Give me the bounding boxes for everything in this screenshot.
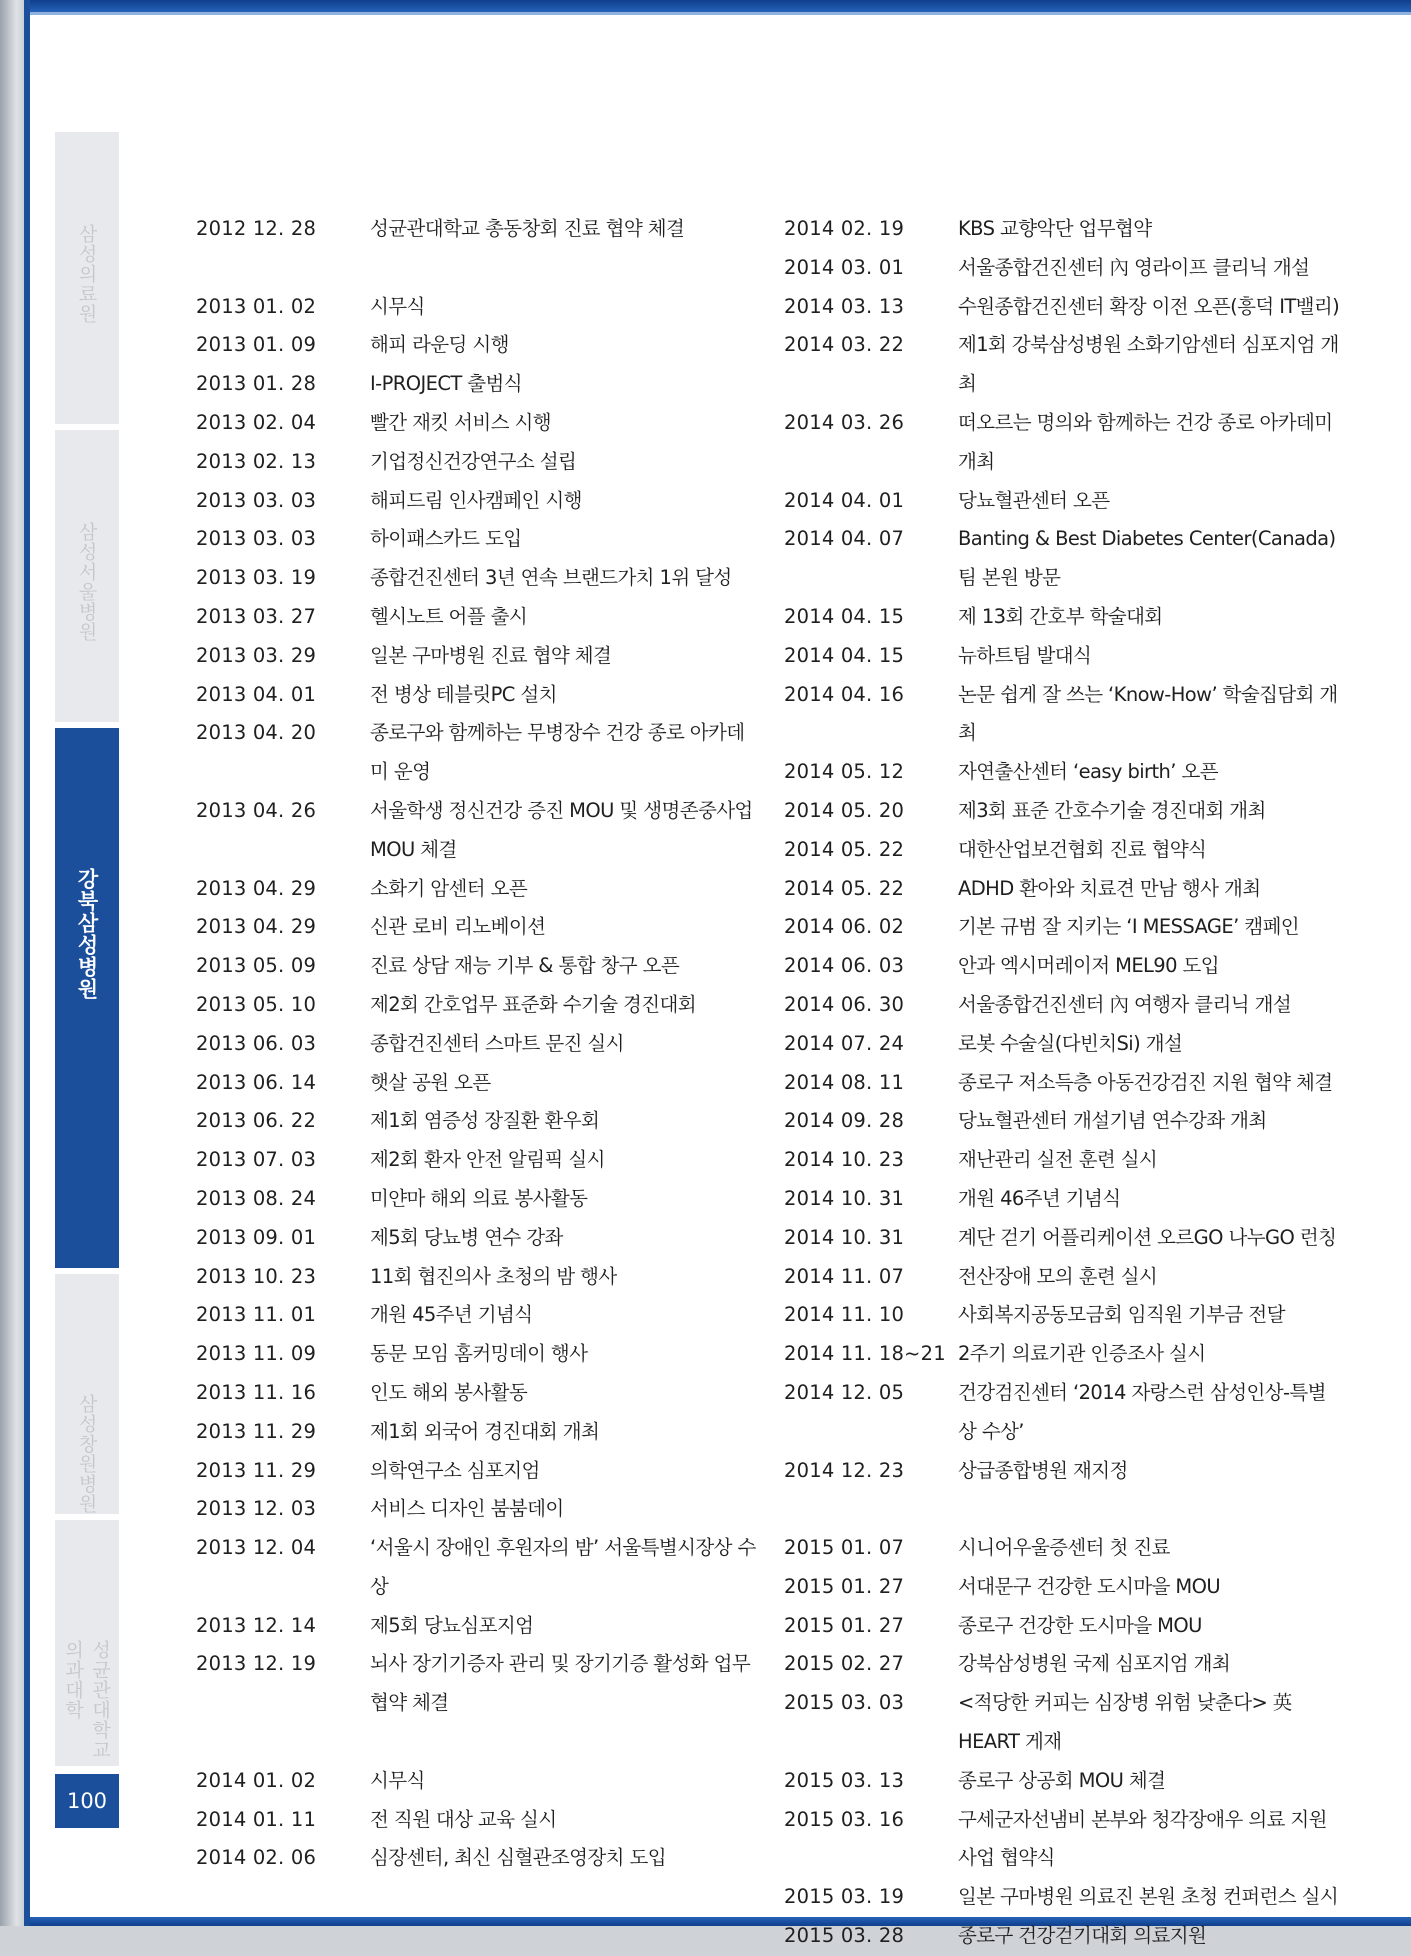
entry-date: 2012 12. 28: [196, 217, 317, 240]
entry-event: 제1회 강북삼성병원 소화기암센터 심포지엄 개최: [958, 333, 1339, 396]
timeline-entry: [196, 1374, 756, 1413]
entry-date: 2014 11. 18~21: [784, 1342, 946, 1366]
entry-date: 2014 07. 24: [784, 1031, 905, 1055]
entry-event: 성균관대학교 총동창회 진료 협약 체결: [370, 217, 685, 240]
timeline-entry: [784, 249, 1344, 288]
entry-date: 2014 10. 31: [784, 1225, 905, 1249]
entry-event: 자연출산센터 ‘easy birth’ 오픈: [958, 760, 1218, 784]
entry-event: 종로구 저소득층 아동건강검진 지원 협약 체결: [958, 1070, 1333, 1094]
timeline-entry: [196, 714, 756, 792]
timeline-entry: [196, 1064, 756, 1103]
timeline-entry: [196, 482, 756, 521]
top-band: [30, 0, 1411, 12]
entry-date: 2014 03. 01: [784, 255, 905, 279]
timeline-entry: [196, 1296, 756, 1335]
entry-event: 빨간 재킷 서비스 시행: [370, 410, 551, 434]
entry-date: 2014 04. 16: [784, 682, 905, 706]
side-tab-label: 삼성서울병원: [75, 522, 98, 642]
entry-event: 로봇 수술실(다빈치Si) 개설: [958, 1031, 1183, 1055]
entry-date: 2014 04. 15: [784, 643, 905, 667]
entry-date: 2014 03. 26: [784, 410, 905, 434]
entry-date: 2013 06. 03: [196, 1031, 317, 1055]
timeline-entry: [196, 598, 756, 637]
entry-event: 종로구와 함께하는 무병장수 건강 종로 아카데미 운영: [370, 721, 745, 784]
entry-event: 종로구 건강걷기대회 의료지원: [958, 1924, 1207, 1948]
side-tab-label: 성균관대학교 의과대학: [62, 1640, 111, 1760]
entry-date: 2013 01. 09: [196, 333, 317, 357]
timeline-entry: [196, 986, 756, 1025]
entry-event: 개원 46주년 기념식: [958, 1186, 1121, 1210]
entry-date: 2014 08. 11: [784, 1070, 905, 1094]
timeline-entry: [784, 1878, 1344, 1917]
entry-date: 2013 04. 26: [196, 798, 317, 822]
timeline-entry: [784, 1335, 1344, 1374]
side-tab-label: 강북삼성병원: [75, 868, 99, 1000]
entry-event: 기업정신건강연구소 설립: [370, 449, 577, 473]
entry-date: 2013 01. 28: [196, 372, 317, 396]
entry-event: 신관 로비 리노베이션: [370, 915, 546, 939]
entry-event: 시니어우울증센터 첫 진료: [958, 1536, 1170, 1560]
entry-date: 2013 11. 29: [196, 1419, 317, 1443]
entry-date: 2013 04. 20: [196, 721, 317, 745]
entry-event: 수원종합건진센터 확장 이전 오픈(흥덕 IT밸리): [958, 294, 1340, 318]
entry-date: 2014 02. 19: [784, 217, 905, 240]
timeline-entry: [196, 792, 756, 870]
entry-date: 2014 09. 28: [784, 1109, 905, 1133]
entry-event: 제1회 외국어 경진대회 개최: [370, 1419, 600, 1443]
entry-event: 제5회 당뇨병 연수 강좌: [370, 1225, 563, 1249]
timeline-entry: [196, 1335, 756, 1374]
entry-event: 제3회 표준 간호수기술 경진대회 개최: [958, 798, 1266, 822]
entry-date: 2014 06. 30: [784, 992, 905, 1016]
entry-date: 2013 10. 23: [196, 1264, 317, 1288]
side-tab-samsung-seoul-hospital[interactable]: [55, 430, 119, 722]
timeline-entry: [196, 1180, 756, 1219]
entry-event: Banting & Best Diabetes Center(Canada)팀 본원 방문: [958, 527, 1336, 590]
timeline-entry: [784, 870, 1344, 909]
entry-date: 2014 12. 23: [784, 1458, 905, 1482]
entry-date: 2015 03. 16: [784, 1807, 905, 1831]
entry-date: 2015 01. 27: [784, 1613, 905, 1637]
timeline-entry: [784, 1296, 1344, 1335]
entry-event: 재난관리 실전 훈련 실시: [958, 1148, 1158, 1172]
timeline-entry: [196, 870, 756, 909]
entry-event: 일본 구마병원 의료진 본원 초청 컨퍼런스 실시: [958, 1885, 1339, 1909]
timeline-left-column: [196, 210, 756, 1878]
entry-event: 제2회 환자 안전 알림픽 실시: [370, 1148, 605, 1172]
page-number: 100: [55, 1774, 119, 1828]
timeline-entry: [784, 1645, 1344, 1684]
timeline-entry: [784, 288, 1344, 327]
timeline-entry: [784, 831, 1344, 870]
timeline-entry: [784, 1684, 1344, 1762]
entry-event: 뉴하트팀 발대식: [958, 643, 1092, 667]
timeline-entry: [196, 520, 756, 559]
timeline-entry: [196, 1452, 756, 1491]
timeline-entry: [196, 1801, 756, 1840]
timeline-entry: [196, 1219, 756, 1258]
timeline-entry: [784, 676, 1344, 754]
side-tab-label: 삼성의료원: [75, 224, 98, 324]
timeline-entry: [784, 1568, 1344, 1607]
timeline-entry: [784, 1258, 1344, 1297]
entry-date: 2013 06. 14: [196, 1070, 317, 1094]
timeline-entry: [784, 947, 1344, 986]
entry-event: <적당한 커피는 심장병 위험 낮춘다> 英 HEART 게재: [958, 1691, 1292, 1754]
entry-event: 사회복지공동모금회 임직원 기부금 전달: [958, 1303, 1285, 1327]
entry-date: 2013 11. 29: [196, 1458, 317, 1482]
entry-date: 2015 01. 07: [784, 1536, 905, 1560]
timeline-entry: [196, 676, 756, 715]
entry-date: 2014 05. 22: [784, 876, 905, 900]
entry-date: 2013 11. 01: [196, 1303, 317, 1327]
timeline-entry: [784, 1219, 1344, 1258]
entry-event: I-PROJECT 출범식: [370, 372, 522, 396]
timeline-entry: [196, 1025, 756, 1064]
entry-date: 2013 06. 22: [196, 1109, 317, 1133]
timeline-entry: [196, 637, 756, 676]
entry-date: 2015 02. 27: [784, 1652, 905, 1676]
timeline-entry: [784, 986, 1344, 1025]
timeline-entry: [784, 210, 1344, 249]
timeline-entry: [784, 1801, 1344, 1879]
timeline-entry: [196, 908, 756, 947]
entry-event: 동문 모임 홈커밍데이 행사: [370, 1342, 588, 1366]
entry-date: 2013 03. 03: [196, 527, 317, 551]
timeline-right-column: [784, 210, 1344, 1956]
side-tab-kangbuk-samsung-hospital[interactable]: [55, 728, 119, 1268]
entry-date: 2014 01. 11: [196, 1807, 317, 1831]
timeline-entry: [196, 1258, 756, 1297]
entry-date: 2013 03. 19: [196, 566, 317, 590]
timeline-entry: [196, 947, 756, 986]
timeline-entry: [196, 288, 756, 327]
entry-event: 미얀마 해외 의료 봉사활동: [370, 1186, 588, 1210]
entry-event: 의학연구소 심포지엄: [370, 1458, 540, 1482]
side-tab-label: 삼성창원병원: [75, 1394, 98, 1514]
entry-event: 제1회 염증성 장질환 환우회: [370, 1109, 600, 1133]
entry-event: 서울종합건진센터 內 영라이프 클리닉 개설: [958, 255, 1310, 279]
entry-event: ‘서울시 장애인 후원자의 밤’ 서울특별시장상 수상: [370, 1536, 756, 1598]
timeline-entry: [196, 404, 756, 443]
entry-date: 2013 03. 27: [196, 604, 317, 628]
timeline-entry: [196, 326, 756, 365]
entry-event: 11회 협진의사 초청의 밤 행사: [370, 1264, 617, 1288]
timeline-spacer: [784, 1490, 1344, 1529]
timeline-entry: [196, 1141, 756, 1180]
entry-date: 2014 02. 06: [196, 1846, 317, 1870]
side-tab-samsung-medical-center[interactable]: [55, 132, 119, 424]
entry-event: 해피 라운딩 시행: [370, 333, 509, 357]
entry-event: 일본 구마병원 진료 협약 체결: [370, 643, 612, 667]
entry-date: 2014 03. 13: [784, 294, 905, 318]
entry-event: 헬시노트 어플 출시: [370, 604, 528, 628]
entry-event: 인도 해외 봉사활동: [370, 1380, 528, 1404]
entry-event: 심장센터, 최신 심혈관조영장치 도입: [370, 1846, 666, 1870]
entry-event: 당뇨혈관센터 개설기념 연수강좌 개최: [958, 1109, 1267, 1133]
entry-date: 2013 05. 10: [196, 992, 317, 1016]
entry-date: 2014 05. 22: [784, 837, 905, 861]
entry-date: 2014 10. 23: [784, 1148, 905, 1172]
entry-event: 제5회 당뇨심포지엄: [370, 1613, 534, 1637]
entry-date: 2014 03. 22: [784, 333, 905, 357]
entry-event: 논문 쉽게 잘 쓰는 ‘Know-How’ 학술집담회 개최: [958, 682, 1338, 745]
timeline-entry: [784, 908, 1344, 947]
timeline-entry: [784, 1102, 1344, 1141]
entry-date: 2013 04. 29: [196, 915, 317, 939]
entry-date: 2014 06. 03: [784, 954, 905, 978]
entry-event: 계단 걷기 어플리케이션 오르GO 나누GO 런칭: [958, 1225, 1337, 1249]
entry-event: 제 13회 간호부 학술대회: [958, 604, 1163, 628]
timeline-entry: [784, 1374, 1344, 1452]
entry-event: 시무식: [370, 1768, 425, 1792]
entry-date: 2013 03. 29: [196, 643, 317, 667]
entry-date: 2014 06. 02: [784, 915, 905, 939]
timeline-entry: [784, 1917, 1344, 1956]
entry-event: 전산장애 모의 훈련 실시: [958, 1264, 1158, 1288]
entry-event: 2주기 의료기관 인증조사 실시: [958, 1342, 1206, 1366]
timeline-entry: [196, 1102, 756, 1141]
entry-event: 서비스 디자인 붐붐데이: [370, 1497, 564, 1521]
timeline-entry: [784, 1064, 1344, 1103]
entry-event: 안과 엑시머레이저 MEL90 도입: [958, 954, 1219, 978]
entry-event: 전 직원 대상 교육 실시: [370, 1807, 557, 1831]
entry-date: 2015 01. 27: [784, 1574, 905, 1598]
timeline-spacer: [196, 249, 756, 288]
entry-date: 2014 10. 31: [784, 1186, 905, 1210]
entry-date: 2013 09. 01: [196, 1225, 317, 1249]
timeline-entry: [784, 520, 1344, 598]
entry-date: 2013 08. 24: [196, 1186, 317, 1210]
timeline-entry: [784, 1529, 1344, 1568]
timeline-entry: [196, 1529, 756, 1607]
timeline-entry: [784, 792, 1344, 831]
entry-event: KBS 교향악단 업무협약: [958, 217, 1152, 240]
entry-event: 건강검진센터 ‘2014 자랑스런 삼성인상-특별상 수상’: [958, 1380, 1326, 1443]
entry-event: 시무식: [370, 294, 425, 318]
timeline-entry: [784, 1607, 1344, 1646]
entry-event: 진료 상담 재능 기부 & 통합 창구 오픈: [370, 954, 680, 978]
timeline-entry: [784, 1452, 1344, 1491]
entry-event: 햇살 공원 오픈: [370, 1070, 491, 1094]
top-rule: [30, 12, 1411, 15]
entry-date: 2014 04. 01: [784, 488, 905, 512]
entry-date: 2014 01. 02: [196, 1768, 317, 1792]
entry-date: 2013 02. 13: [196, 449, 317, 473]
entry-date: 2013 01. 02: [196, 294, 317, 318]
entry-event: 서울종합건진센터 內 여행자 클리닉 개설: [958, 992, 1292, 1016]
entry-event: 종합건진센터 3년 연속 브랜드가치 1위 달성: [370, 566, 732, 590]
timeline-entry: [784, 1180, 1344, 1219]
entry-event: ADHD 환아와 치료견 만남 행사 개최: [958, 876, 1261, 900]
timeline-entry: [784, 1762, 1344, 1801]
entry-date: 2014 11. 07: [784, 1264, 905, 1288]
entry-date: 2013 11. 09: [196, 1342, 317, 1366]
entry-event: 전 병상 테블릿PC 설치: [370, 682, 557, 706]
entry-date: 2015 03. 13: [784, 1768, 905, 1792]
entry-event: 당뇨혈관센터 오픈: [958, 488, 1110, 512]
entry-event: 상급종합병원 재지정: [958, 1458, 1128, 1482]
entry-date: 2013 05. 09: [196, 954, 317, 978]
entry-date: 2013 07. 03: [196, 1148, 317, 1172]
entry-event: 강북삼성병원 국제 심포지엄 개최: [958, 1652, 1231, 1676]
entry-event: 하이패스카드 도입: [370, 527, 522, 551]
timeline-entry: [784, 598, 1344, 637]
timeline-entry: [784, 637, 1344, 676]
timeline-entry: [196, 365, 756, 404]
entry-date: 2015 03. 03: [784, 1691, 905, 1715]
timeline-entry: [784, 482, 1344, 521]
entry-event: 서울학생 정신건강 증진 MOU 및 생명존중사업 MOU 체결: [370, 798, 753, 861]
entry-date: 2013 12. 14: [196, 1613, 317, 1637]
entry-date: 2013 11. 16: [196, 1380, 317, 1404]
timeline-entry: [196, 1762, 756, 1801]
timeline-entry: [196, 1413, 756, 1452]
entry-event: 종합건진센터 스마트 문진 실시: [370, 1031, 624, 1055]
side-tab-samsung-changwon-hospital[interactable]: [55, 1274, 119, 1514]
entry-event: 기본 규범 잘 지키는 ‘I MESSAGE’ 캠페인: [958, 915, 1300, 939]
entry-date: 2014 04. 07: [784, 527, 905, 551]
timeline-entry: [784, 326, 1344, 404]
entry-date: 2014 05. 12: [784, 760, 905, 784]
entry-date: 2013 02. 04: [196, 410, 317, 434]
entry-date: 2015 03. 28: [784, 1924, 905, 1948]
entry-date: 2014 12. 05: [784, 1380, 905, 1404]
entry-event: 소화기 암센터 오픈: [370, 876, 528, 900]
entry-event: 떠오르는 명의와 함께하는 건강 종로 아카데미 개최: [958, 410, 1333, 473]
side-nav: [55, 132, 119, 1828]
entry-event: 서대문구 건강한 도시마을 MOU: [958, 1574, 1221, 1598]
entry-date: 2013 04. 29: [196, 876, 317, 900]
timeline-spacer: [196, 1723, 756, 1762]
side-tab-skku-medicine[interactable]: [55, 1520, 119, 1766]
timeline-entry: [784, 753, 1344, 792]
entry-event: 구세군자선냄비 본부와 청각장애우 의료 지원 사업 협약식: [958, 1807, 1327, 1870]
timeline-entry: [196, 1839, 756, 1878]
timeline-entry: [784, 1141, 1344, 1180]
entry-event: 종로구 건강한 도시마을 MOU: [958, 1613, 1202, 1637]
entry-date: 2013 12. 19: [196, 1652, 317, 1676]
timeline-entry: [196, 1645, 756, 1723]
entry-date: 2014 05. 20: [784, 798, 905, 822]
timeline-entry: [196, 1490, 756, 1529]
entry-date: 2013 03. 03: [196, 488, 317, 512]
entry-date: 2014 11. 10: [784, 1303, 905, 1327]
entry-date: 2013 12. 04: [196, 1536, 317, 1560]
timeline-entry: [196, 443, 756, 482]
timeline-entry: [196, 210, 756, 249]
entry-event: 해피드림 인사캠페인 시행: [370, 488, 582, 512]
timeline-entry: [784, 1025, 1344, 1064]
entry-date: 2015 03. 19: [784, 1885, 905, 1909]
entry-event: 대한산업보건협회 진료 협약식: [958, 837, 1207, 861]
entry-event: 개원 45주년 기념식: [370, 1303, 533, 1327]
entry-date: 2013 04. 01: [196, 682, 317, 706]
timeline-entry: [784, 404, 1344, 482]
entry-event: 제2회 간호업무 표준화 수기술 경진대회: [370, 992, 696, 1016]
entry-date: 2014 04. 15: [784, 604, 905, 628]
timeline-entry: [196, 559, 756, 598]
entry-event: 뇌사 장기기증자 관리 및 장기기증 활성화 업무 협약 체결: [370, 1652, 751, 1715]
timeline-entry: [196, 1607, 756, 1646]
entry-event: 종로구 상공회 MOU 체결: [958, 1768, 1166, 1792]
entry-date: 2013 12. 03: [196, 1497, 317, 1521]
